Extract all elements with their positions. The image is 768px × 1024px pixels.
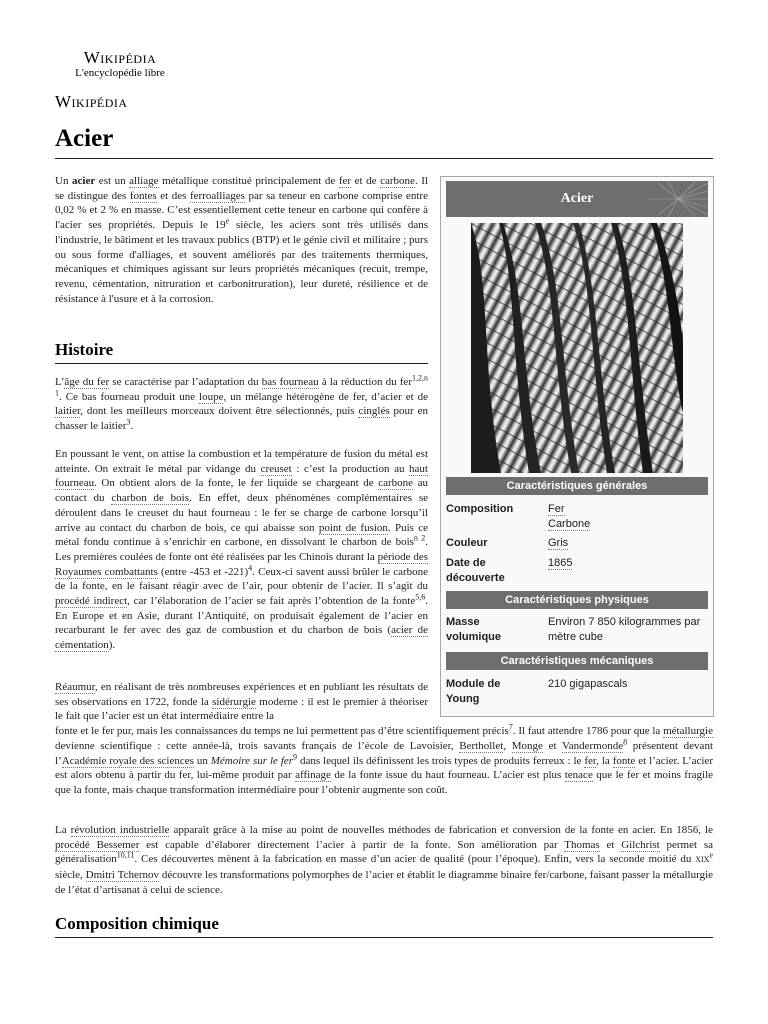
inline-link[interactable]: ferroalliages <box>189 189 245 202</box>
inline-link[interactable]: carbone <box>378 477 414 490</box>
inline-link[interactable]: fonte <box>612 754 636 767</box>
lead-paragraph: Un acier est un alliage métallique constitué principalement de fer et de carbone. Il se distingue des fontes et des ferroalliages par sa teneur en carbone comprise entre 0,02 % et 2 % en masse. C’est essentiellement cette teneur en carbone qui confère à l'acier ses propriétés. Depuis le 19e siècle, les aciers sont très utilisés dans l'industrie, le bâtiment et les travaux publics (BTP) et le génie civil et militaire ; purs ou sous forme d'alliages, et souvent améliorés par des traitements thermiques, mécaniques et chimiques agissant sur leurs propriétés mécaniques (recuit, trempe, revenu, cémentation, nitruration et carbonitruration), leur dureté, résilience et de résistance à l'usure et à la corrosion. <box>55 175 428 305</box>
inline-link[interactable]: fontes <box>129 189 157 202</box>
inline-link[interactable]: révolution industrielle <box>70 824 170 836</box>
row-label: Masse volumique <box>446 616 502 643</box>
page-title: Acier <box>55 124 713 159</box>
infobox-section-mechanical: Caractéristiques mécaniques <box>446 652 708 670</box>
inline-link[interactable]: creuset <box>260 462 292 475</box>
wikipedia-wordmark: Wikipédia <box>55 92 128 111</box>
paragraph-narrow-part: Réaumur, en réalisant de très nombreuses expériences et en publiant les résultats de ses observations en 1722, fonde la sidérurgie moderne : il est le premier à théoriser le fait que l’acier est un état intermédiaire entre la <box>55 681 428 723</box>
inline-link[interactable]: carbone <box>380 175 415 187</box>
inline-link[interactable]: point de fusion <box>318 521 388 534</box>
inline-link[interactable]: haut fourneau <box>55 462 428 490</box>
lead-section <box>55 174 428 306</box>
footnote-ref[interactable]: n 2 <box>413 533 426 543</box>
section-heading-histoire: Histoire <box>55 339 428 364</box>
inline-link[interactable]: Berthollet <box>459 739 504 752</box>
footnote-ref[interactable]: 8 <box>623 737 628 747</box>
inline-link[interactable]: Monge <box>511 739 543 752</box>
inline-link[interactable]: alliage <box>129 175 159 187</box>
row-value <box>548 556 708 571</box>
row-value: Environ 7 850 kilogrammes par mètre cube <box>548 616 701 643</box>
inline-link[interactable]: période des Royaumes combattants <box>55 550 428 578</box>
row-label: Composition <box>446 503 514 515</box>
inline-link[interactable]: Thomas <box>564 838 600 851</box>
paragraph: En poussant le vent, on attise la combustion et la température de fusion du métal est atteinte. On extrait le métal par vidange du creuset : c’est la production au haut fourneau. On obtient alors de la fonte, le fer liquide se chargeant de carbone au contact du charbon de bois. En effet, deux phénomènes complémentaires se déroulent dans le creuset du haut fourneau : le fer se charge de carbone lorsqu’il arrive au contact du charbon de bois, ce qui abaisse son point de fusion. Puis ce métal fondu continue à s’enrichir en carbone, en dissolvant le charbon de bois$^{n 2}$. Les premières coulées de fonte ont été réalisées par les Chinois durant la période des Royaumes combattants (entre -453 et -221)$^4$. Ceux-ci savent aussi brûler le carbone de la fonte, en le faisant réagir avec de l’air, pour obtenir de l’acier. Il s’agit du procédé indirect, car l’élaboration de l’acier se fait après l’obtention de la fonte$^{5,6}$. En Europe et en Asie, durant l’Antiquité, on produisait également de l’acier en recarburant le fer avec des gaz de combustion et du charbon de bois (acier de cémentation). <box>55 448 429 652</box>
steel-cable-image[interactable] <box>471 223 683 473</box>
inline-link[interactable]: fer <box>584 754 597 767</box>
infobox-row-masse <box>446 615 708 647</box>
inline-link[interactable]: affinage <box>295 769 331 782</box>
inline-link[interactable]: laitier <box>55 405 81 418</box>
wikipedia-logo[interactable] <box>70 49 170 79</box>
paragraph: La révolution industrielle apparaît grâce à la mise au point de nouvelles méthodes de fabrication et conversion de la fonte en acier. En 1856, le procédé Bessemer est capable d’élaborer directement l’acier à partir de la fonte. Son amélioration par Thomas et Gilchrist permet sa généralisation$^{10,11}$. Ces découvertes mènent à la fabrication en masse d’un acier de qualité (pour l’époque). Enfin, vers la seconde moitié du XIXe siècle, Dmitri Tchernov découvre les transformations polymorphes de l’acier et établit le diagramme binaire fer/carbone, faisant passer la métallurgie de l’état d’artisanat à celui de science. <box>55 824 714 896</box>
link-1865[interactable]: 1865 <box>548 557 573 569</box>
inline-link[interactable]: Dmitri Tchernov <box>85 869 160 882</box>
inline-link[interactable]: âge du fer <box>64 376 110 388</box>
inline-link[interactable]: charbon de bois <box>111 492 190 505</box>
infobox-row-young <box>446 677 708 709</box>
history-paragraph-2 <box>55 447 428 653</box>
inline-link[interactable]: Vandermonde <box>562 739 624 752</box>
inline-link[interactable]: métallurgie <box>663 725 713 738</box>
row-value <box>548 502 708 532</box>
inline-link[interactable]: loupe <box>199 390 224 403</box>
cable-strands <box>471 223 683 473</box>
inline-link[interactable]: procédé indirect <box>55 595 128 608</box>
inline-link[interactable]: cinglés <box>358 405 390 418</box>
section-heading-composition: Composition chimique <box>55 913 713 938</box>
footnote-ref[interactable]: e <box>225 216 230 226</box>
inline-link[interactable]: Gilchrist <box>621 838 660 851</box>
inline-link[interactable]: acier de cémentation <box>55 624 429 652</box>
footnote-ref[interactable]: 9 <box>293 751 298 761</box>
footnote-ref[interactable]: 3 <box>126 417 131 427</box>
link-fer[interactable]: Fer <box>548 503 565 515</box>
inline-link[interactable]: bas fourneau <box>261 376 319 388</box>
footnote-ref[interactable]: 5,6 <box>415 592 426 602</box>
infobox-row-date <box>446 556 708 588</box>
link-gris[interactable]: Gris <box>548 537 569 549</box>
inline-link[interactable]: Réaumur <box>55 681 95 693</box>
row-label: Date de découverte <box>446 557 505 584</box>
footnote-ref[interactable]: e <box>709 850 713 860</box>
link-carbone[interactable]: Carbone <box>548 518 591 530</box>
footnote-ref[interactable]: 10,11 <box>116 850 135 860</box>
logo-tagline: L'encyclopédie libre <box>75 67 165 79</box>
paragraph-wide-part: fonte et le fer pur, mais les connaissances du temps ne lui permettent pas d’être scientifiquement précis$^7$. Il faut attendre 1786 pour que la métallurgie devienne scientifique : cette année-là, trois savants français de l’école de Lavoisier, Berthollet, Monge et Vandermonde$^8$ présentent devant l’Académie royale des sciences un Mémoire sur le fer$^9$ dans lequel ils définissent les trois types de produits ferreux : le fer, la fonte et l’acier. L’acier est alors obtenu à partir du fer, lui-même produit par affinage de la fonte issue du haut fourneau. L’acier est plus tenace que le fer et moins fragile que la fonte, mais chaque transformation intermédiaire pour l’obtenir augmente son coût. <box>55 722 714 796</box>
logo-wordmark: Wikipédia <box>83 48 157 67</box>
row-label: Couleur <box>446 537 488 549</box>
infobox-section-physical: Caractéristiques physiques <box>446 591 708 609</box>
inline-link[interactable]: sidérurgie <box>212 695 256 708</box>
history-paragraph-1 <box>55 375 428 434</box>
inline-link[interactable]: fer <box>338 175 352 187</box>
infobox-title: Acier <box>560 191 594 206</box>
inline-link[interactable]: tenace <box>564 769 593 782</box>
infobox-header <box>446 181 708 217</box>
row-label: Module de Young <box>446 678 501 705</box>
infobox-row-composition <box>446 502 708 534</box>
inline-link[interactable]: procédé Bessemer <box>55 838 140 851</box>
footnote-ref[interactable]: 1,2,n 1 <box>55 373 428 398</box>
history-paragraph-4 <box>55 823 713 898</box>
row-value: 210 gigapascals <box>548 678 628 690</box>
infobox-section-general: Caractéristiques générales <box>446 477 708 495</box>
inline-link[interactable]: Académie royale des sciences <box>61 754 194 767</box>
footnote-ref[interactable]: 7 <box>508 722 513 732</box>
row-value <box>548 536 708 551</box>
infobox <box>440 176 714 717</box>
footnote-ref[interactable]: 4 <box>248 562 253 572</box>
paragraph: L’âge du fer se caractérise par l’adaptation du bas fourneau à la réduction du fer$^{1,2,n 1}$. Ce bas fourneau produit une loupe, un mélange hétérogène de fer, d’acier et de laitier, dont les meilleurs morceaux doivent être sélectionnés, puis cinglés pour en chasser le laitier$^3$. <box>55 373 429 433</box>
spark-decoration-icon <box>618 181 708 217</box>
